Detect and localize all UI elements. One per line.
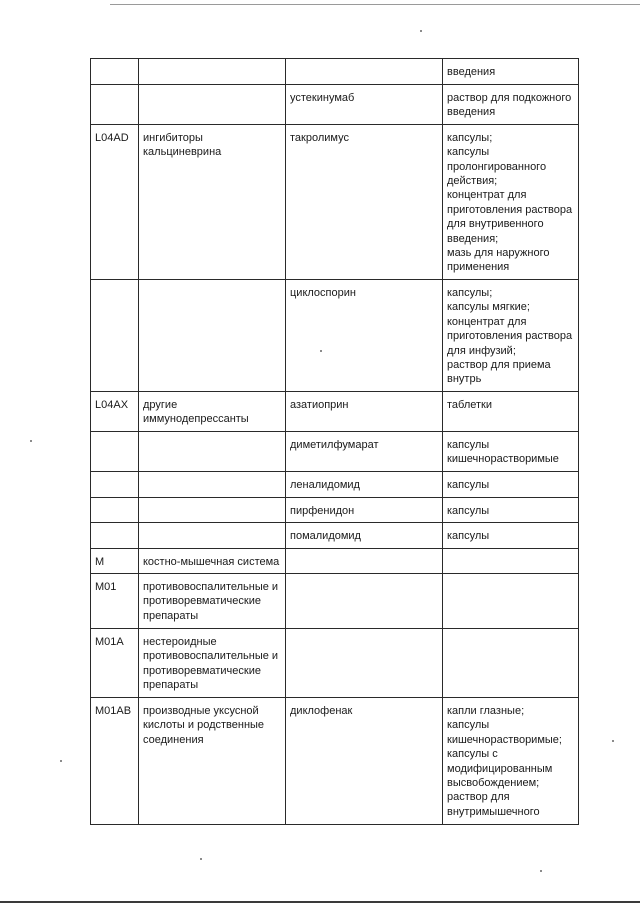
dosage-form-cell <box>443 628 579 697</box>
table-row <box>91 59 579 85</box>
drug-name-cell: диклофенак <box>286 697 443 824</box>
drug-name-cell: азатиоприн <box>286 391 443 431</box>
drug-name-cell: леналидомид <box>286 471 443 497</box>
dosage-form-cell: капсулы; капсулы пролонгированного действия; концентрат для приготовления раствора для внутривенного введения; мазь для наружного применения <box>443 124 579 279</box>
drug-name-cell: диметилфумарат <box>286 431 443 471</box>
dosage-form-cell <box>443 548 579 573</box>
group-name-cell: другие иммунодепрессанты <box>139 391 286 431</box>
drug-name-cell: устекинумаб <box>286 85 443 125</box>
scan-top-rule <box>110 4 640 5</box>
atc-code-cell: M01 <box>91 573 139 628</box>
dosage-form-cell: введения <box>443 59 579 85</box>
table-row <box>91 697 579 824</box>
scan-speck <box>30 440 32 442</box>
dosage-form-cell <box>443 573 579 628</box>
group-name-cell <box>139 523 286 548</box>
dosage-form-cell: капсулы; капсулы мягкие; концентрат для приготовления раствора для инфузий; раствор для приема внутрь <box>443 279 579 391</box>
scan-bottom-rule <box>0 901 640 903</box>
atc-code-cell: M <box>91 548 139 573</box>
dosage-form-cell: капсулы <box>443 497 579 522</box>
group-name-cell <box>139 279 286 391</box>
table-row <box>91 279 579 391</box>
atc-code-cell <box>91 431 139 471</box>
drug-name-cell <box>286 548 443 573</box>
scan-speck <box>200 858 202 860</box>
atc-code-cell <box>91 497 139 522</box>
drug-name-cell <box>286 59 443 85</box>
dosage-form-cell: капсулы кишечнорастворимые <box>443 431 579 471</box>
table-row <box>91 573 579 628</box>
drug-name-cell: помалидомид <box>286 523 443 548</box>
group-name-cell <box>139 85 286 125</box>
atc-code-cell: M01AB <box>91 697 139 824</box>
scan-speck <box>60 760 62 762</box>
drug-name-cell <box>286 628 443 697</box>
scan-speck <box>420 30 422 32</box>
group-name-cell: нестероидные противовоспалительные и противоревматические препараты <box>139 628 286 697</box>
dosage-form-cell: капсулы <box>443 523 579 548</box>
table-row <box>91 497 579 522</box>
dosage-form-cell: таблетки <box>443 391 579 431</box>
dosage-form-cell: раствор для подкожного введения <box>443 85 579 125</box>
atc-code-cell: M01A <box>91 628 139 697</box>
table-row <box>91 628 579 697</box>
drug-name-cell: циклоспорин <box>286 279 443 391</box>
group-name-cell: ингибиторы кальциневрина <box>139 124 286 279</box>
scan-speck <box>320 350 322 352</box>
scan-speck <box>612 740 614 742</box>
dosage-form-cell: капли глазные; капсулы кишечнорастворимые; капсулы с модифицированным высвобождением; раствор для внутримышечного <box>443 697 579 824</box>
group-name-cell <box>139 59 286 85</box>
table-row <box>91 431 579 471</box>
atc-code-cell <box>91 279 139 391</box>
atc-code-cell <box>91 85 139 125</box>
atc-code-cell <box>91 523 139 548</box>
drug-name-cell: пирфенидон <box>286 497 443 522</box>
group-name-cell: костно-мышечная система <box>139 548 286 573</box>
table-row <box>91 523 579 548</box>
atc-code-cell <box>91 59 139 85</box>
drug-name-cell: такролимус <box>286 124 443 279</box>
group-name-cell: производные уксусной кислоты и родственные соединения <box>139 697 286 824</box>
atc-code-cell: L04AX <box>91 391 139 431</box>
table-row <box>91 124 579 279</box>
table-row <box>91 548 579 573</box>
table-row <box>91 471 579 497</box>
drug-name-cell <box>286 573 443 628</box>
table-row <box>91 85 579 125</box>
group-name-cell <box>139 471 286 497</box>
atc-code-cell <box>91 471 139 497</box>
table-body <box>91 59 579 825</box>
atc-code-cell: L04AD <box>91 124 139 279</box>
group-name-cell: противовоспалительные и противоревматические препараты <box>139 573 286 628</box>
dosage-form-cell: капсулы <box>443 471 579 497</box>
table-row <box>91 391 579 431</box>
scan-speck <box>540 870 542 872</box>
group-name-cell <box>139 497 286 522</box>
group-name-cell <box>139 431 286 471</box>
drug-table <box>90 58 579 825</box>
